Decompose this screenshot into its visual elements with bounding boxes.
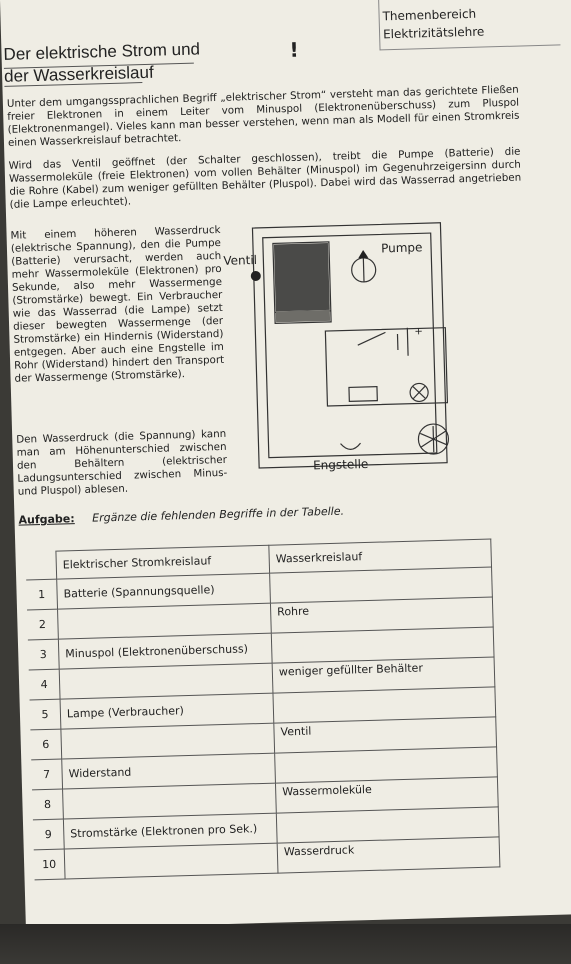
- topic-line-2: Elektrizitätslehre: [382, 24, 485, 42]
- druck-paragraph: Mit einem höheren Wasserdruck (elektrische Spannung), den die Pumpe (Batterie) verursacht, werden auch mehr Wassermoleküle (Elektronen) pro Sekunde, also mehr Wassermenge (Stromstärke) bewegt. Ein Verbraucher wie das Wasserrad (die Lampe) setzt dieser bewegten Wassermenge (der Stromstärke) ein Hindernis (Widerstand) entgegen. Aber auch eine Engstelle im Rohr (Widerstand) hindert den Transport der Wassermenge (Stromstärke).: [10, 223, 225, 385]
- label-plus: +: [414, 326, 423, 338]
- cell-electric: Minuspol (Elektronenüberschuss): [58, 633, 272, 669]
- row-number: 6: [30, 729, 61, 760]
- cell-water: Wassermoleküle: [275, 777, 498, 813]
- task-instruction: Ergänze die fehlenden Begriffe in der Tabelle.: [91, 504, 345, 525]
- task: [18, 505, 344, 527]
- label-pumpe: Pumpe: [380, 240, 423, 256]
- row-number: 9: [33, 819, 64, 850]
- cell-electric: Lampe (Verbraucher): [60, 693, 274, 729]
- electric-circuit: [325, 328, 447, 406]
- engstelle-shape: [341, 443, 361, 450]
- task-heading: Aufgabe:: [18, 512, 75, 527]
- cell-electric: Widerstand: [62, 753, 276, 789]
- pump-arrow-icon: [358, 250, 368, 258]
- row-number: 5: [30, 699, 61, 730]
- ventil-paragraph: Wird das Ventil geöffnet (der Schalter geschlossen), treibt die Pumpe (Batterie) die Wassermoleküle (freie Elektronen) vom vollen Behälter (Minuspol) im Gegenuhrzeigersinn durch die Rohre (Kabel) zum weniger gefüllten Behälter (Pluspol). Dabei wird das Wasserrad angetrieben (die Lampe erleuchtet).: [8, 145, 522, 211]
- topic-line-1: Themenbereich: [382, 6, 477, 24]
- row-number: 2: [27, 609, 58, 640]
- background-surface: [0, 924, 571, 964]
- cell-electric: Batterie (Spannungsquelle): [57, 573, 271, 609]
- ventil-knob-icon: [251, 271, 261, 281]
- water-circuit-diagram: [224, 202, 462, 483]
- row-number: 10: [34, 849, 65, 880]
- comparison-table: [25, 538, 500, 880]
- cell-electric[interactable]: [64, 843, 278, 879]
- title-line-2: der Wasserkreislauf: [3, 62, 154, 86]
- row-number: 4: [29, 669, 60, 700]
- resistor-symbol: [349, 387, 377, 402]
- cell-water: Ventil: [274, 717, 497, 753]
- label-ventil: Ventil: [223, 252, 258, 268]
- exclamation-mark-icon: !: [289, 37, 299, 62]
- title-line-1: Der elektrische Strom und: [3, 39, 201, 64]
- cell-water: Rohre: [270, 597, 493, 633]
- header-electric: Elektrischer Stromkreislauf: [56, 545, 270, 579]
- spannung-paragraph: Den Wasserdruck (die Spannung) kann man am Höhenunterschied zwischen den Behältern (elektrischer Ladungsunterschied zwischen Minus- und Pluspol) ablesen.: [16, 427, 228, 498]
- label-engstelle: Engstelle: [312, 456, 369, 473]
- cell-water: Wasserdruck: [277, 837, 500, 873]
- header-water: Wasserkreislauf: [269, 539, 492, 573]
- water-fill: [274, 243, 330, 311]
- row-number: 7: [31, 759, 62, 790]
- row-number: 1: [26, 579, 57, 610]
- switch-lever: [357, 332, 385, 345]
- intro-paragraph: Unter dem umgangssprachlichen Begriff „elektrischer Strom“ versteht man das gerichtete Fließen freier Elektronen in einem Leiter vom Minuspol (Elektronenüberschuss) zum Pluspol (Elektronenmangel). Vieles kann man besser verstehen, wenn man als Modell für einen Stromkreis einen Wasserkreislauf betrachtet.: [6, 83, 520, 149]
- row-number: 3: [28, 639, 59, 670]
- cell-water: weniger gefüllter Behälter: [272, 657, 495, 693]
- cell-electric: Stromstärke (Elektronen pro Sek.): [63, 813, 277, 849]
- row-number: 8: [32, 789, 63, 820]
